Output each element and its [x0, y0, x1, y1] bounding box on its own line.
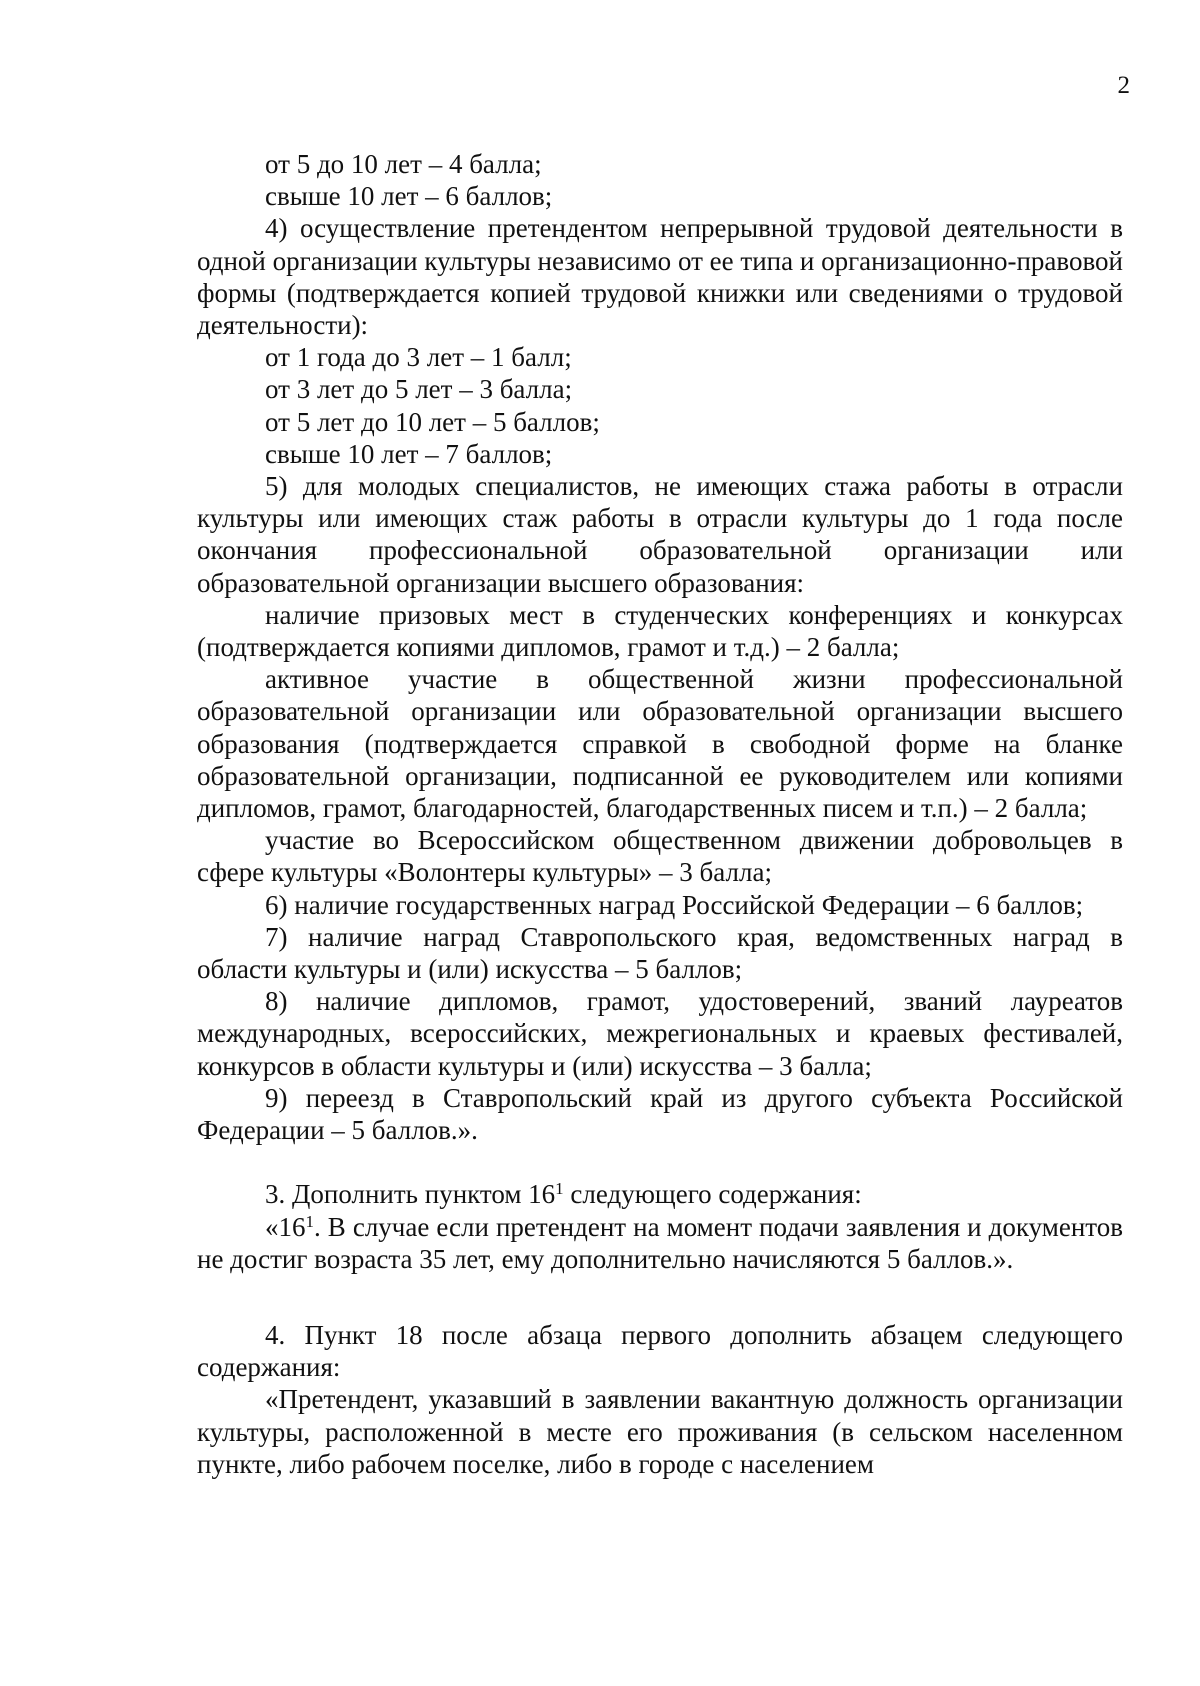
- paragraph: 6) наличие государственных наград Российской Федерации – 6 баллов;: [265, 889, 1084, 920]
- document-body: [197, 148, 1123, 1480]
- paragraph: от 3 лет до 5 лет – 3 балла;: [265, 374, 573, 405]
- paragraph: от 1 года до 3 лет – 1 балл;: [265, 342, 572, 373]
- item-3-heading: [197, 1178, 1123, 1210]
- paragraph: наличие призовых мест в студенческих конференциях и конкурсах (подтверждается копиями дипломов, грамот и т.д.) – 2 балла;: [197, 599, 1123, 663]
- paragraph: 9) переезд в Ставропольский край из другого субъекта Российской Федерации – 5 баллов.».: [197, 1082, 1123, 1146]
- item-3-quote: [197, 1211, 1123, 1275]
- item-3-quote-open: «16: [265, 1211, 306, 1242]
- page-number: 2: [1117, 72, 1130, 99]
- superscript: 1: [555, 1179, 564, 1199]
- item-3-heading-text-end: следующего содержания:: [563, 1179, 862, 1210]
- paragraph: 5) для молодых специалистов, не имеющих стажа работы в отрасли культуры или имеющих стаж работы в отрасли культуры до 1 года после окончания профессиональной образовательной организации или образовательной организации высшего образования:: [197, 471, 1123, 598]
- paragraph: от 5 лет до 10 лет – 5 баллов;: [265, 406, 600, 437]
- item-3-quote-text: . В случае если претендент на момент подачи заявления и документов не достиг возраста 35 лет, ему дополнительно начисляются 5 баллов.».: [197, 1211, 1123, 1274]
- paragraph: 8) наличие дипломов, грамот, удостоверений, званий лауреатов международных, всероссийских, межрегиональных и краевых фестивалей, конкурсов в области культуры и (или) искусства – 3 балла;: [197, 986, 1123, 1081]
- item-4-heading: 4. Пункт 18 после абзаца первого дополнить абзацем следующего содержания:: [197, 1319, 1123, 1383]
- item-3-heading-text: 3. Дополнить пунктом 16: [265, 1179, 556, 1210]
- paragraph: свыше 10 лет – 7 баллов;: [265, 438, 553, 469]
- paragraph: 7) наличие наград Ставропольского края, ведомственных наград в области культуры и (или) искусства – 5 баллов;: [197, 921, 1123, 985]
- paragraph: активное участие в общественной жизни профессиональной образовательной организации или образовательной организации высшего образования (подтверждается справкой в свободной форме на бланке образовательной организации, подписанной ее руководителем или копиями дипломов, грамот, благодарностей, благодарственных писем и т.п.) – 2 балла;: [197, 664, 1123, 824]
- superscript: 1: [305, 1211, 314, 1231]
- paragraph: 4) осуществление претендентом непрерывной трудовой деятельности в одной организации культуры независимо от ее типа и организационно-правовой формы (подтверждается копией трудовой книжки или сведениями о трудовой деятельности):: [197, 213, 1123, 341]
- paragraph: от 5 до 10 лет – 4 балла;: [265, 149, 542, 179]
- item-4-quote: «Претендент, указавший в заявлении вакантную должность организации культуры, расположенной в месте его проживания (в сельском населенном пункте, либо рабочем поселке, либо в городе с населением: [197, 1384, 1123, 1479]
- paragraph: участие во Всероссийском общественном движении добровольцев в сфере культуры «Волонтеры культуры» – 3 балла;: [197, 825, 1123, 888]
- paragraph: свыше 10 лет – 6 баллов;: [265, 181, 553, 212]
